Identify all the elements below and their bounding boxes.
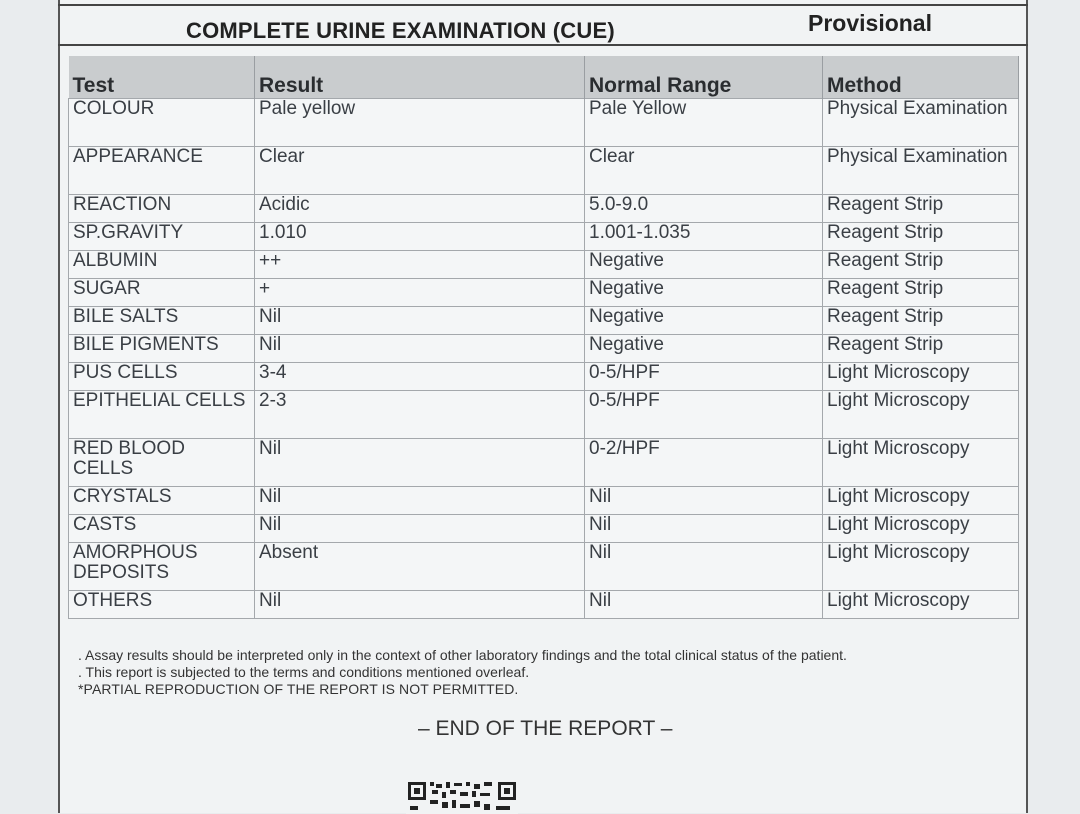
test-cell: APPEARANCE [69,147,255,195]
method-cell: Reagent Strip [823,307,1019,335]
note-line: *PARTIAL REPRODUCTION OF THE REPORT IS NOT PERMITTED. [78,681,519,697]
test-cell: SP.GRAVITY [69,223,255,251]
test-cell: SUGAR [69,279,255,307]
normal-range-cell: Nil [585,515,823,543]
normal-range-cell: Clear [585,147,823,195]
note-line: . This report is subjected to the terms and conditions mentioned overleaf. [78,664,530,680]
method-cell: Reagent Strip [823,195,1019,223]
test-cell: ALBUMIN [69,251,255,279]
table-row [69,195,1019,223]
table-row [69,99,1019,147]
method-cell: Light Microscopy [823,543,1019,591]
table-row [69,251,1019,279]
normal-range-cell: Negative [585,251,823,279]
method-cell: Light Microscopy [823,515,1019,543]
test-cell: RED BLOOD CELLS [69,439,255,487]
test-cell: BILE SALTS [69,307,255,335]
table-row [69,543,1019,591]
method-cell: Physical Examination [823,147,1019,195]
result-cell: Nil [255,307,585,335]
report-status: Provisional [808,10,932,36]
header-normal-range: Normal Range [585,56,823,99]
normal-range-cell: Negative [585,335,823,363]
header-result: Result [255,56,585,99]
normal-range-cell: Nil [585,543,823,591]
table-row [69,279,1019,307]
normal-range-cell: Nil [585,487,823,515]
method-cell: Reagent Strip [823,251,1019,279]
header-test: Test [69,56,255,99]
normal-range-cell: Negative [585,279,823,307]
table-row [69,223,1019,251]
method-cell: Light Microscopy [823,363,1019,391]
test-cell: PUS CELLS [69,363,255,391]
result-cell: Nil [255,487,585,515]
result-cell: 1.010 [255,223,585,251]
method-cell: Light Microscopy [823,391,1019,439]
note-line: . Assay results should be interpreted only in the context of other laboratory findings and the total clinical status of the patient. [78,647,847,663]
method-cell: Light Microscopy [823,487,1019,515]
test-cell: COLOUR [69,99,255,147]
result-cell: Nil [255,591,585,619]
method-cell: Reagent Strip [823,223,1019,251]
normal-range-cell: Pale Yellow [585,99,823,147]
method-cell: Physical Examination [823,99,1019,147]
method-cell: Light Microscopy [823,591,1019,619]
top-rule [58,4,1028,6]
normal-range-cell: 5.0-9.0 [585,195,823,223]
test-cell: CASTS [69,515,255,543]
result-cell: Clear [255,147,585,195]
result-cell: Acidic [255,195,585,223]
normal-range-cell: 0-2/HPF [585,439,823,487]
table-row [69,591,1019,619]
result-cell: Nil [255,515,585,543]
report-title: COMPLETE URINE EXAMINATION (CUE) [186,18,615,43]
table-row [69,307,1019,335]
test-cell: CRYSTALS [69,487,255,515]
header-method: Method [823,56,1019,99]
method-cell: Light Microscopy [823,439,1019,487]
table-row [69,439,1019,487]
result-cell: Nil [255,335,585,363]
results-table [68,56,1019,619]
result-cell: ++ [255,251,585,279]
table-row [69,363,1019,391]
test-cell: EPITHELIAL CELLS [69,391,255,439]
normal-range-cell: Nil [585,591,823,619]
result-cell: 3-4 [255,363,585,391]
normal-range-cell: Negative [585,307,823,335]
method-cell: Reagent Strip [823,279,1019,307]
table-row [69,335,1019,363]
table-row [69,515,1019,543]
table-row [69,147,1019,195]
table-row [69,487,1019,515]
test-cell: OTHERS [69,591,255,619]
qr-code-icon [406,778,518,814]
result-cell: Absent [255,543,585,591]
result-cell: Pale yellow [255,99,585,147]
test-cell: BILE PIGMENTS [69,335,255,363]
test-cell: REACTION [69,195,255,223]
table-header-row [69,56,1019,99]
disclaimer-notes [78,647,847,698]
result-cell: 2-3 [255,391,585,439]
header-rule [58,44,1028,46]
test-cell: AMORPHOUS DEPOSITS [69,543,255,591]
result-cell: + [255,279,585,307]
table-row [69,391,1019,439]
end-of-report: – END OF THE REPORT – [418,717,673,740]
normal-range-cell: 1.001-1.035 [585,223,823,251]
normal-range-cell: 0-5/HPF [585,391,823,439]
normal-range-cell: 0-5/HPF [585,363,823,391]
result-cell: Nil [255,439,585,487]
method-cell: Reagent Strip [823,335,1019,363]
